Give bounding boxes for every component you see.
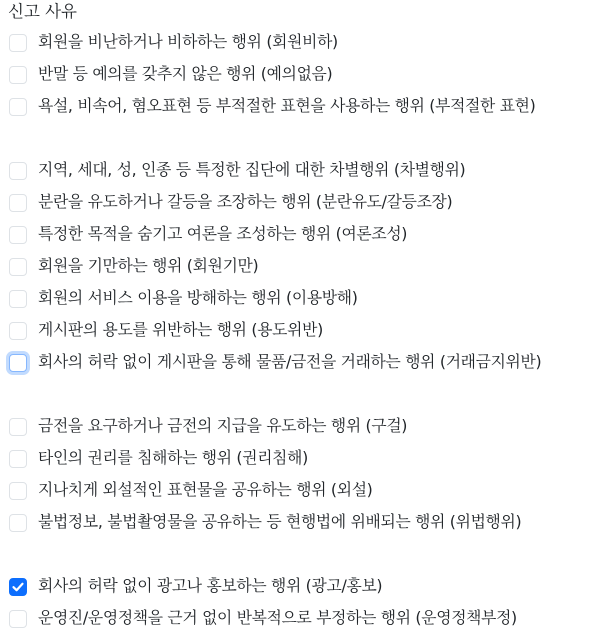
reason-label[interactable]: 지나치게 외설적인 표현물을 공유하는 행위 (외설) <box>38 480 373 499</box>
reason-checkbox[interactable] <box>9 194 27 212</box>
reason-checkbox[interactable] <box>9 418 27 436</box>
reason-label[interactable]: 회원을 비난하거나 비하하는 행위 (회원비하) <box>38 32 338 51</box>
reason-label[interactable]: 특정한 목적을 숨기고 여론을 조성하는 행위 (여론조성) <box>38 224 408 243</box>
reason-label[interactable]: 운영진/운영정책을 근거 없이 반복적으로 부정하는 행위 (운영정책부정) <box>38 608 517 627</box>
reason-checkbox[interactable] <box>9 322 27 340</box>
reason-label[interactable]: 분란을 유도하거나 갈등을 조장하는 행위 (분란유도/갈등조장) <box>38 192 453 211</box>
reason-checkbox[interactable] <box>9 482 27 500</box>
reason-label[interactable]: 회사의 허락 없이 광고나 홍보하는 행위 (광고/홍보) <box>38 576 383 595</box>
reason-label[interactable]: 금전을 요구하거나 금전의 지급을 유도하는 행위 (구걸) <box>38 416 408 435</box>
reason-checkbox[interactable] <box>9 66 27 84</box>
reason-label[interactable]: 회원을 기만하는 행위 (회원기만) <box>38 256 259 275</box>
reason-label[interactable]: 타인의 권리를 침해하는 행위 (권리침해) <box>38 448 308 467</box>
report-reason-title: 신고 사유 <box>8 2 78 21</box>
reason-label[interactable]: 게시판의 용도를 위반하는 행위 (용도위반) <box>38 320 323 339</box>
reason-label[interactable]: 반말 등 예의를 갖추지 않은 행위 (예의없음) <box>38 64 333 83</box>
reason-checkbox[interactable] <box>9 354 27 372</box>
reason-label[interactable]: 회원의 서비스 이용을 방해하는 행위 (이용방해) <box>38 288 358 307</box>
reason-checkbox[interactable] <box>9 290 27 308</box>
reason-label[interactable]: 욕설, 비속어, 혐오표현 등 부적절한 표현을 사용하는 행위 (부적절한 표현) <box>38 96 536 115</box>
reason-checkbox[interactable] <box>9 450 27 468</box>
reason-label[interactable]: 지역, 세대, 성, 인종 등 특정한 집단에 대한 차별행위 (차별행위) <box>38 160 466 179</box>
checkmark-icon <box>11 580 25 594</box>
reason-checkbox[interactable] <box>9 258 27 276</box>
reason-checkbox[interactable] <box>9 578 27 596</box>
reason-checkbox[interactable] <box>9 514 27 532</box>
reason-checkbox[interactable] <box>9 610 27 628</box>
reason-label[interactable]: 불법정보, 불법촬영물을 공유하는 등 현행법에 위배되는 행위 (위법행위) <box>38 512 522 531</box>
reason-checkbox[interactable] <box>9 226 27 244</box>
reason-checkbox[interactable] <box>9 34 27 52</box>
reason-label[interactable]: 회사의 허락 없이 게시판을 통해 물품/금전을 거래하는 행위 (거래금지위반) <box>38 352 542 371</box>
reason-checkbox[interactable] <box>9 162 27 180</box>
reason-checkbox[interactable] <box>9 98 27 116</box>
